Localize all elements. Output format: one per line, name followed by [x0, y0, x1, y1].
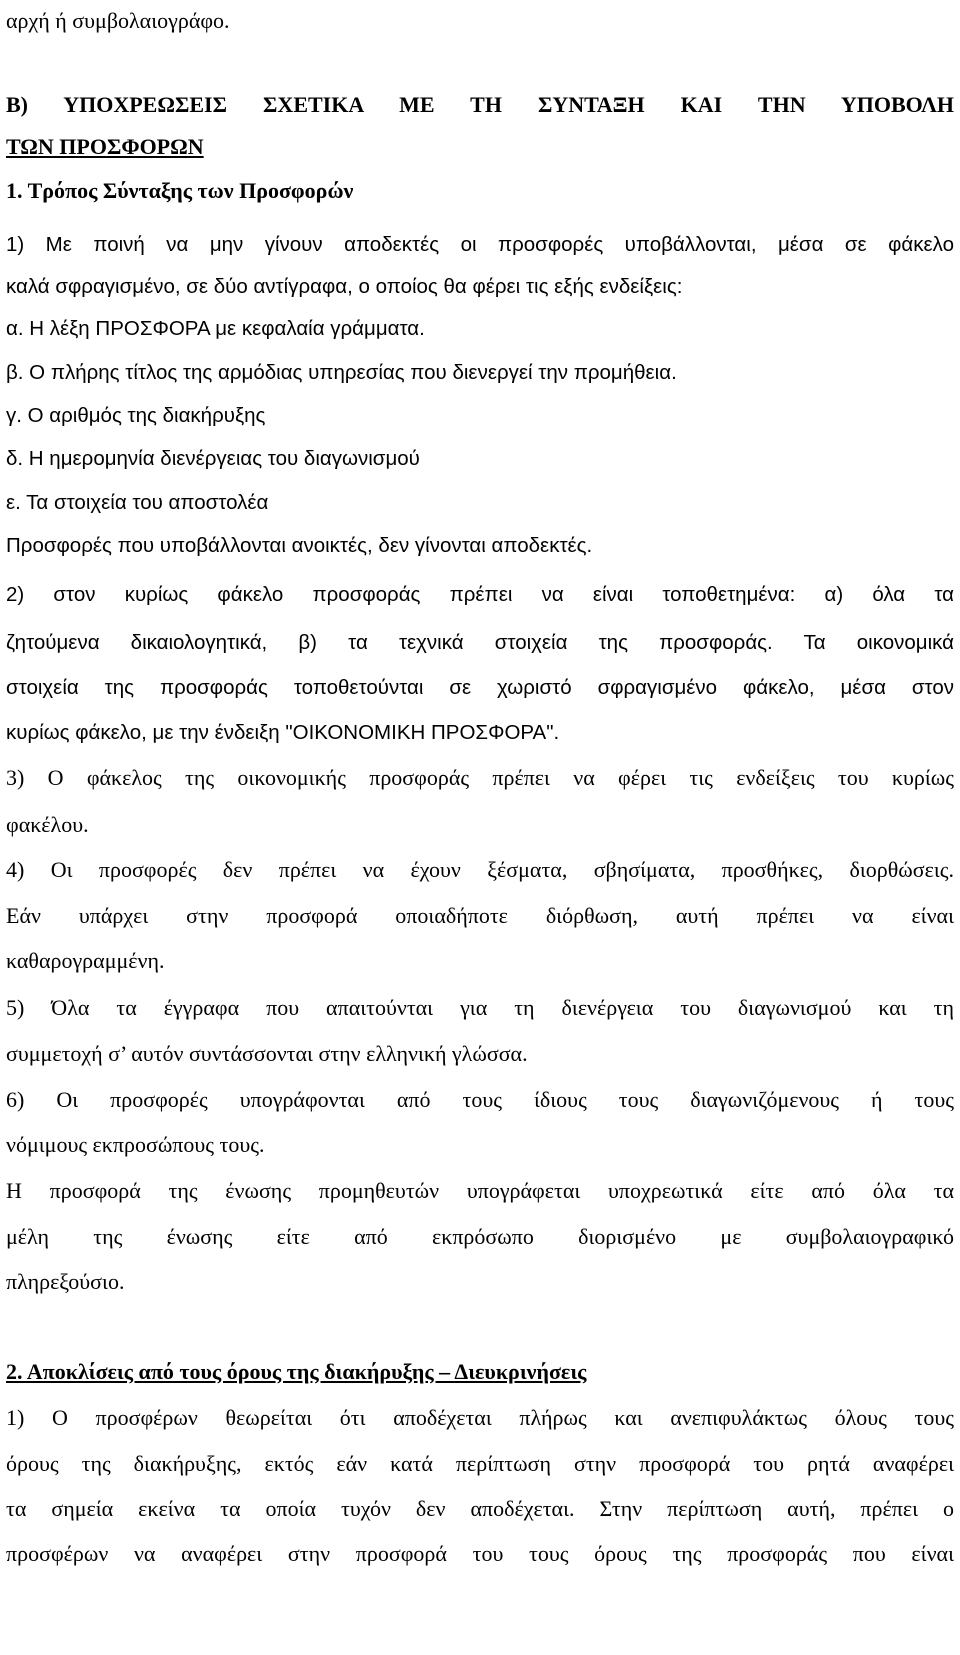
subsection-heading-1: 1. Τρόπος Σύνταξης των Προσφορών	[6, 178, 354, 203]
paragraph-line: 5) Όλα τα έγγραφα που απαιτούνται για τη διενέργεια του διαγωνισμού και τη	[6, 995, 954, 1020]
paragraph-line: προσφέρων να αναφέρει στην προσφορά του τους όρους της προσφοράς που είναι	[6, 1541, 954, 1566]
paragraph-line	[6, 716, 954, 750]
list-item-d: δ. Η ημερομηνία διενέργειας του διαγωνισμού	[6, 447, 420, 470]
paragraph-line: 1) Ο προσφέρων θεωρείται ότι αποδέχεται πλήρως και ανεπιφυλάκτως όλους τους	[6, 1405, 954, 1430]
section-heading-b: Β) ΥΠΟΧΡΕΩΣΕΙΣ ΣΧΕΤΙΚΑ ΜΕ ΤΗ ΣΥΝΤΑΞΗ ΚΑΙ ΤΗΝ ΥΠΟΒΟΛΗ	[6, 92, 954, 117]
paragraph-line: Προσφορές που υποβάλλονται ανοικτές, δεν γίνονται αποδεκτές.	[6, 534, 593, 557]
list-item-e: ε. Τα στοιχεία του αποστολέα	[6, 491, 269, 514]
paragraph-line: 1) Με ποινή να μην γίνουν αποδεκτές οι προσφορές υποβάλλονται, μέσα σε φάκελο	[6, 233, 954, 256]
paragraph-line: φακέλου.	[6, 812, 89, 837]
paragraph-line: 4) Οι προσφορές δεν πρέπει να έχουν ξέσματα, σβησίματα, προσθήκες, διορθώσεις.	[6, 857, 954, 882]
heading-fragment: 2. Αποκλίσεις από τους όρους της διακήρυξης –	[6, 1359, 455, 1384]
paragraph-line: καλά σφραγισμένο, σε δύο αντίγραφα, ο οποίος θα φέρει τις εξής ενδείξεις:	[6, 275, 683, 298]
paragraph-line: συμμετοχή σ’ αυτόν συντάσσονται στην ελληνική γλώσσα.	[6, 1041, 528, 1066]
list-item-b: β. Ο πλήρης τίτλος της αρμόδιας υπηρεσίας που διενεργεί την προμήθεια.	[6, 361, 677, 384]
paragraph-line: μέλη της ένωσης είτε από εκπρόσωπο διορισμένο με συμβολαιογραφικό	[6, 1224, 954, 1249]
paragraph-line: 6) Οι προσφορές υπογράφονται από τους ίδιους τους διαγωνιζόμενους ή τους	[6, 1087, 954, 1112]
list-item-c: γ. Ο αριθμός της διακήρυξης	[6, 404, 266, 427]
list-item-a: α. Η λέξη ΠΡΟΣΦΟΡΑ με κεφαλαία γράμματα.	[6, 317, 425, 340]
paragraph-line: 3) Ο φάκελος της οικονομικής προσφοράς πρέπει να φέρει τις ενδείξεις του κυρίως	[6, 765, 954, 790]
paragraph-line: τα σημεία εκείνα τα οποία τυχόν δεν αποδέχεται. Στην περίπτωση αυτή, πρέπει ο	[6, 1496, 954, 1521]
paragraph-line: 2) στον κυρίως φάκελο προσφοράς πρέπει να είναι τοποθετημένα: α) όλα τα	[6, 583, 954, 606]
paragraph-line: νόμιμους εκπροσώπους τους.	[6, 1132, 265, 1157]
text-fragment: κυρίως φάκελο, με την ένδειξη	[6, 721, 286, 744]
paragraph-line: όρους της διακήρυξης, εκτός εάν κατά περίπτωση στην προσφορά του ρητά αναφέρει	[6, 1451, 954, 1476]
section-heading-b-cont: ΤΩΝ ΠΡΟΣΦΟΡΩΝ	[6, 134, 204, 159]
paragraph-line: πληρεξούσιο.	[6, 1269, 125, 1294]
paragraph-line: Εάν υπάρχει στην προσφορά οποιαδήποτε διόρθωση, αυτή πρέπει να είναι	[6, 903, 954, 928]
paragraph-line: Η προσφορά της ένωσης προμηθευτών υπογράφεται υποχρεωτικά είτε από όλα τα	[6, 1178, 954, 1203]
paragraph-line: στοιχεία της προσφοράς τοποθετούνται σε χωριστό σφραγισμένο φάκελο, μέσα στον	[6, 676, 954, 699]
paragraph-line: καθαρογραμμένη.	[6, 948, 165, 973]
heading-fragment-underlined: Διευκρινήσεις	[454, 1359, 587, 1384]
paragraph-line: ζητούμενα δικαιολογητικά, β) τα τεχνικά στοιχεία της προσφοράς. Τα οικονομικά	[6, 631, 954, 654]
text-line-continuation: αρχή ή συμβολαιογράφο.	[6, 8, 230, 33]
subsection-heading-2	[6, 1355, 954, 1389]
text-fragment-quoted: "ΟΙΚΟΝΟΜΙΚΗ ΠΡΟΣΦΟΡΑ".	[285, 721, 560, 744]
